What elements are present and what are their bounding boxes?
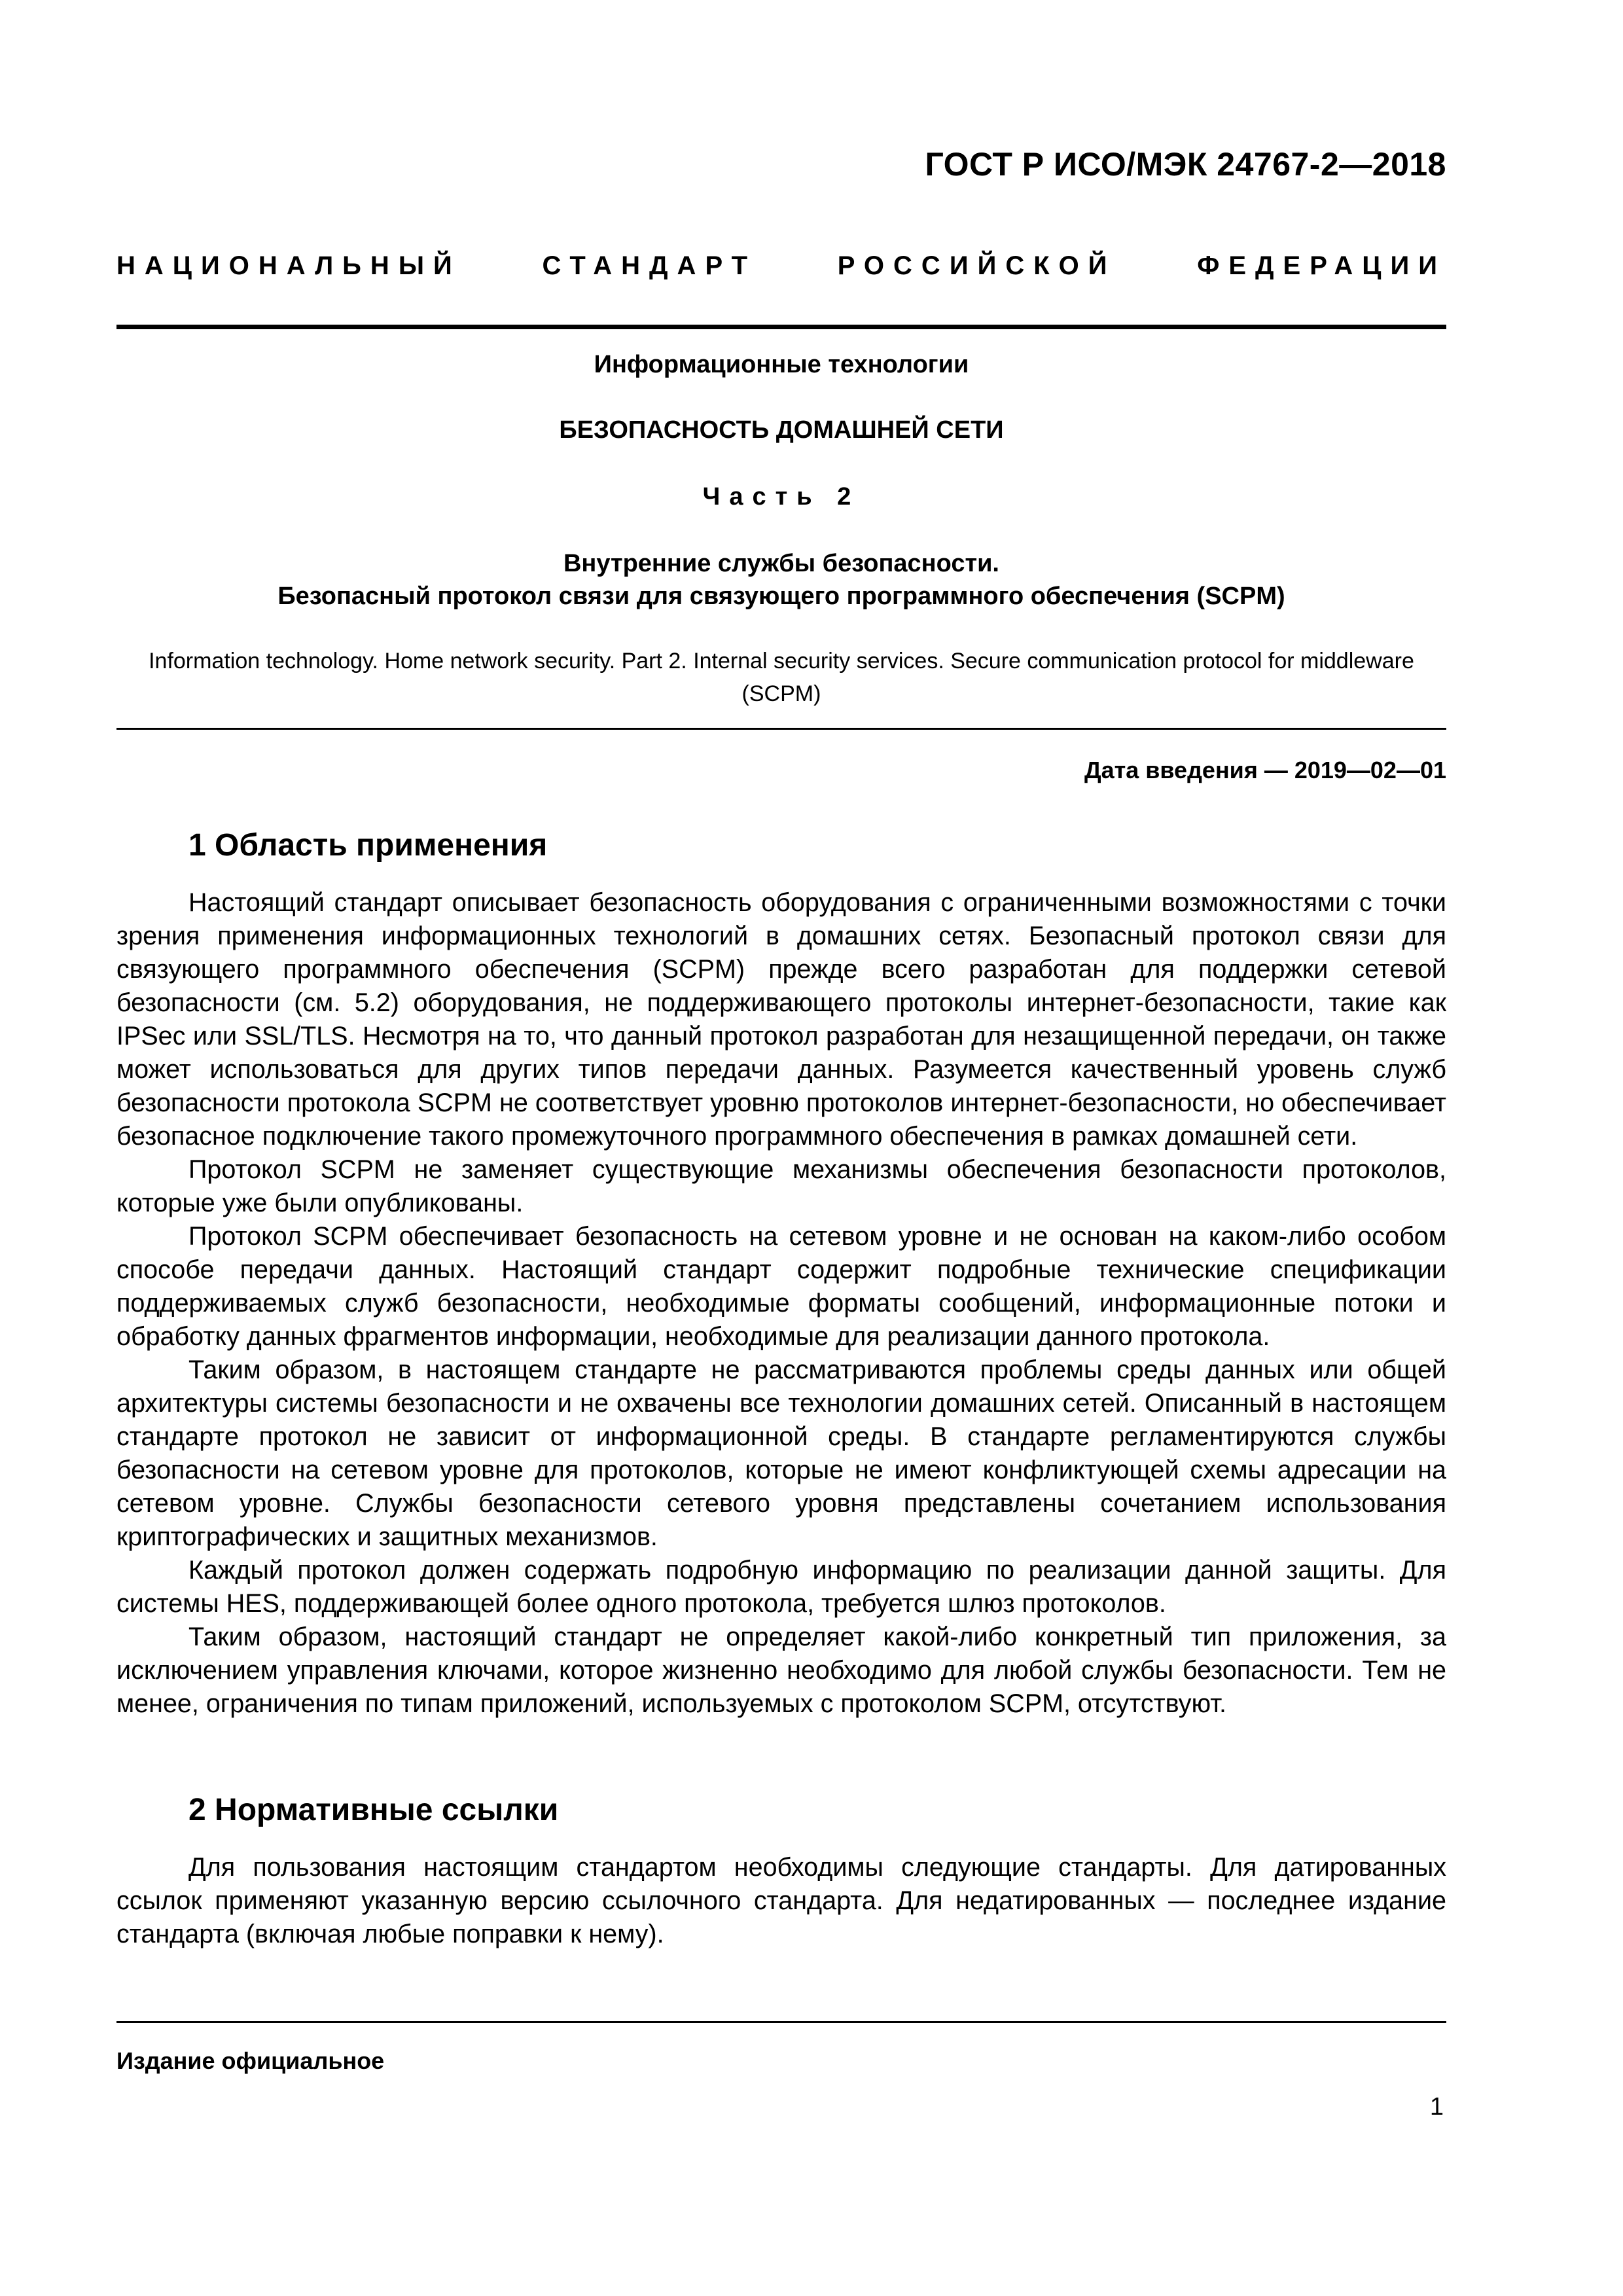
english-title: Information technology. Home network security. Part 2. Internal security services. Secure communication protocol for middleware (SCPM): [149, 649, 1414, 706]
section-1-body: [116, 886, 1446, 1721]
paragraph: Таким образом, настоящий стандарт не определяет какой-либо конкретный тип приложения, за исключением управления ключами, которое жизненно необходимо для любой службы безопасности. Тем не менее, ограничения по типам приложений, используемых с протоколом SCPM, отсутствуют.: [116, 1623, 1446, 1718]
field-title: Информационные технологии: [594, 351, 969, 378]
section-1-heading: 1 Область применения: [188, 828, 548, 863]
paragraph: Каждый протокол должен содержать подробную информацию по реализации данной защиты. Для системы HES, поддерживающей более одного протокола, требуется шлюз протоколов.: [116, 1556, 1446, 1618]
intro-date: Дата введения — 2019—02—01: [1084, 757, 1446, 783]
page-number: 1: [1429, 2093, 1444, 2121]
paragraph: Для пользования настоящим стандартом необходимы следующие стандарты. Для датированных ссылок применяют указанную версию ссылочного стандарта. Для недатированных — последнее издание стандарта (включая любые поправки к нему).: [116, 1853, 1446, 1948]
paragraph: Таким образом, в настоящем стандарте не рассматриваются проблемы среды данных или общей архитектуры системы безопасности и не охвачены все технологии домашних сетей. Описанный в настоящем стандарте протокол не зависит от информационной среды. В стандарте регламентируются службы безопасности на сетевом уровне для протоколов, которые не имеют конфликтующей схемы адресации на сетевом уровне. Службы безопасности сетевого уровня представлены сочетанием использования криптографических и защитных механизмов.: [116, 1355, 1446, 1551]
header-rule: [116, 325, 1446, 329]
paragraph: Настоящий стандарт описывает безопасность оборудования с ограниченными возможностями с точки зрения применения информационных технологий в домашних сетях. Безопасный протокол связи для связующего программного обеспечения (SCPM) прежде всего разработан для поддержки сетевой безопасности (см. 5.2) оборудования, не поддерживающего протоколы интернет-безопасности, такие как IPSec или SSL/TLS. Несмотря на то, что данный протокол разработан для незащищенной передачи, он также может использоваться для других типов передачи данных. Разумеется качественный уровень служб безопасности протокола SCPM не соответствует уровню протоколов интернет-безопасности, но обеспечивает безопасное подключение такого промежуточного программного обеспечения в рамках домашней сети.: [116, 888, 1446, 1151]
paragraph: Протокол SCPM не заменяет существующие механизмы обеспечения безопасности протоколов, которые уже были опубликованы.: [116, 1155, 1446, 1217]
subtitle-line-1: Внутренние службы безопасности.: [563, 550, 999, 577]
footer-rule: [116, 2021, 1446, 2023]
edition-label: Издание официальное: [116, 2047, 385, 2074]
part-title: Часть 2: [702, 483, 861, 511]
section-2-body: [116, 1851, 1446, 1951]
standard-designation: ГОСТ Р ИСО/МЭК 24767-2—2018: [925, 146, 1446, 183]
title-rule: [116, 728, 1446, 730]
national-standard-banner: НАЦИОНАЛЬНЫЙ СТАНДАРТ РОССИЙСКОЙ ФЕДЕРАЦИИ: [116, 251, 1446, 280]
section-2-heading: 2 Нормативные ссылки: [188, 1793, 559, 1827]
subtitle-line-2: Безопасный протокол связи для связующего программного обеспечения (SCPM): [277, 583, 1285, 610]
paragraph: Протокол SCPM обеспечивает безопасность на сетевом уровне и не основан на каком-либо особом способе передачи данных. Настоящий стандарт содержит подробные технические спецификации поддерживаемых служб безопасности, необходимые форматы сообщений, информационные потоки и обработку данных фрагментов информации, необходимые для реализации данного протокола.: [116, 1222, 1446, 1351]
main-title: БЕЗОПАСНОСТЬ ДОМАШНЕЙ СЕТИ: [559, 416, 1004, 444]
